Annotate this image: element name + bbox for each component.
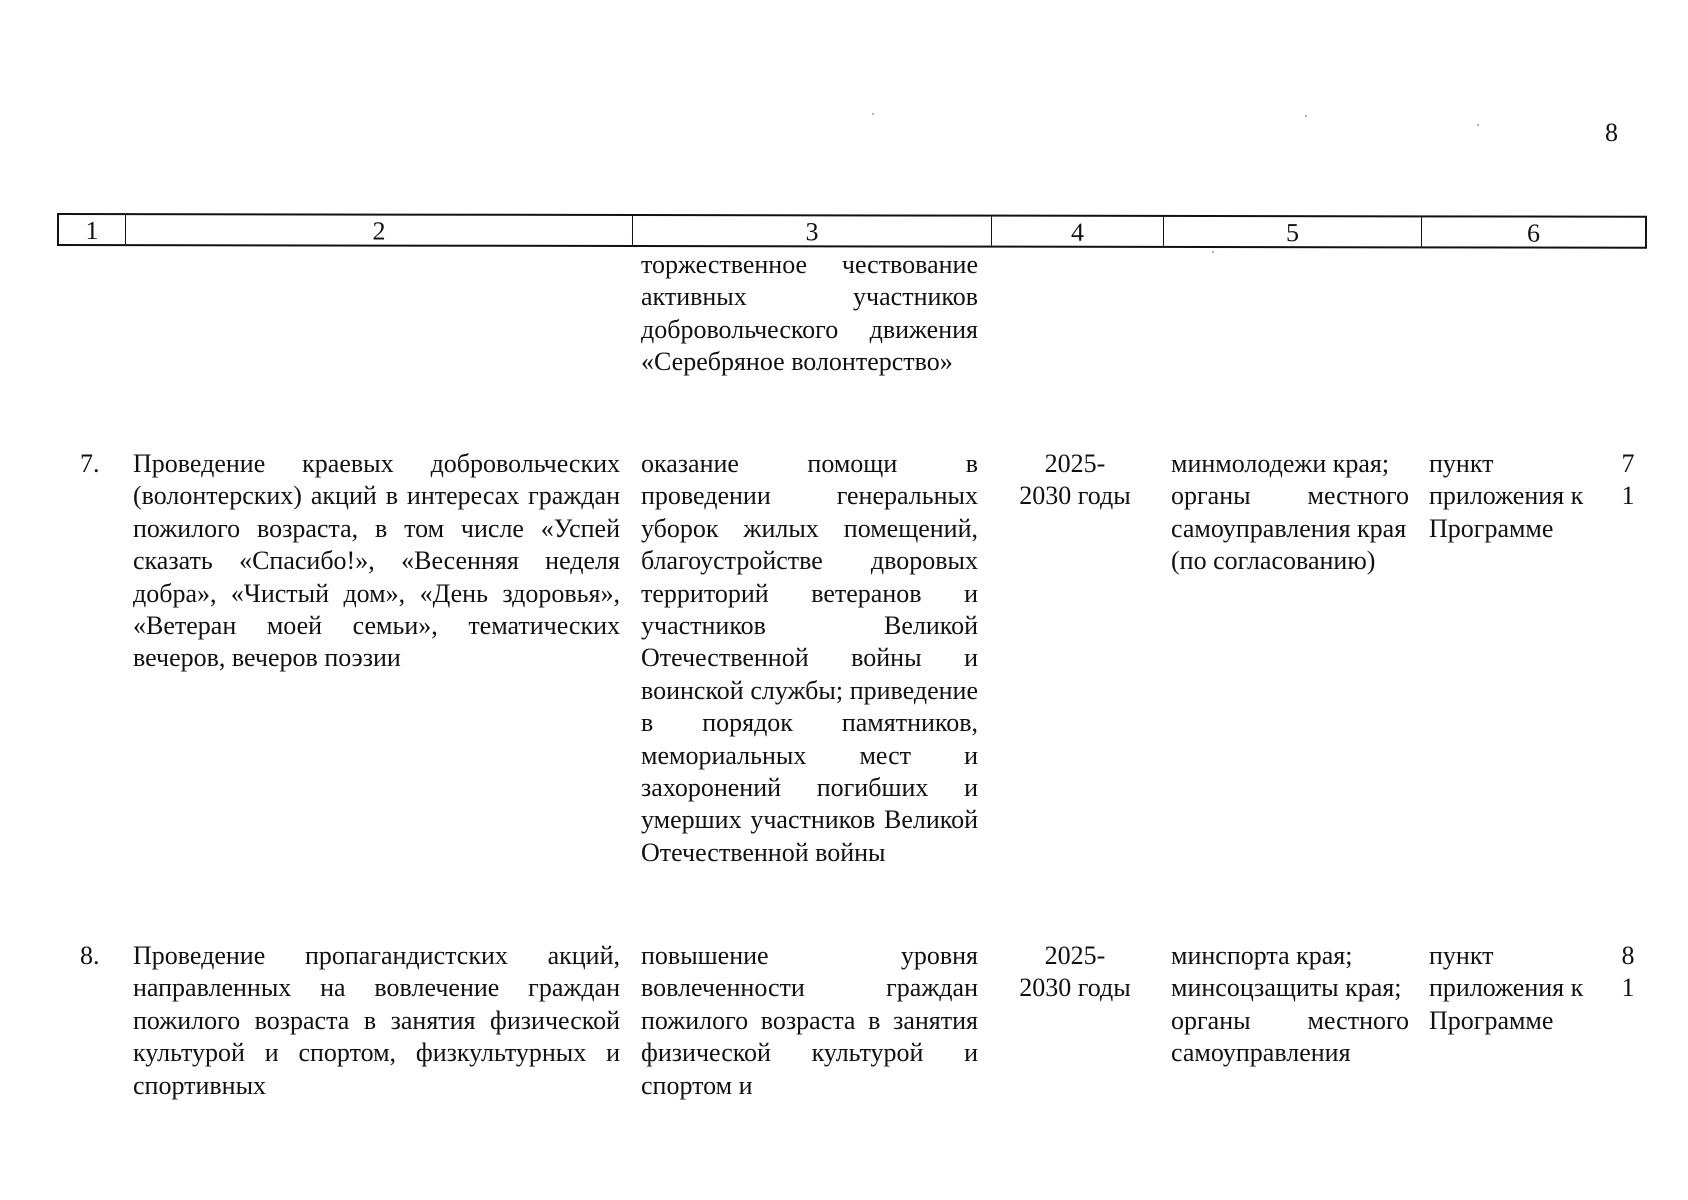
row-extra-text: 8 1: [1621, 941, 1635, 1003]
scan-speck: [872, 113, 874, 115]
row-number: 7.: [80, 449, 100, 478]
header-cell-4: 4: [992, 217, 1164, 246]
row-extra-text: 7 1: [1621, 449, 1635, 511]
header-cell-2: 2: [126, 215, 633, 245]
header-cell-3: 3: [633, 216, 992, 246]
row-executors-text: минмолодежи края; органы местного самоуправления края (по согласованию): [1171, 449, 1409, 576]
row-event-text: Проведение краевых добровольческих (волонтерских) акций в интересах граждан пожилого возраста, в том числе «Успей сказать «Спасибо!», «Весенняя неделя добра», «Чистый дом», «День здоровья», «Ветеран моей семьи», тематических вечеров, вечеров поэзии: [133, 449, 620, 673]
header-cell-1: 1: [59, 215, 126, 244]
row-period-text: 2025- 2030 годы: [1019, 449, 1131, 511]
scan-speck: [1212, 251, 1214, 253]
scan-speck: [1305, 115, 1307, 117]
row-number: 8.: [80, 941, 100, 970]
table-header-row: [57, 213, 1647, 249]
row-link-text: пункт приложения к Программе: [1429, 449, 1584, 543]
header-cell-6: 6: [1526, 218, 1541, 248]
header-cell-5: 5: [1164, 217, 1422, 246]
page-number: 8: [1605, 118, 1618, 147]
row-event-text: Проведение пропагандистских акций, направленных на вовлечение граждан пожилого возраста в занятия физической культурой и спортом, физкультурных и спортивных: [133, 941, 620, 1100]
row-period-text: 2025- 2030 годы: [1019, 941, 1131, 1003]
row-result-text: оказание помощи в проведении генеральных уборок жилых помещений, благоустройстве дворовых территорий ветеранов и участников Великой Отечественной войны и воинской службы; приведение в порядок памятников, мемориальных мест и захоронений погибших и умерших участников Великой Отечественной войны: [641, 449, 978, 867]
row-executors-text: минспорта края; минсоцзащиты края; органы местного самоуправления: [1171, 941, 1409, 1068]
continuation-result-text: торжественное чествование активных участников добровольческого движения «Серебряное волонтерство»: [641, 250, 978, 377]
row-link-text: пункт приложения к Программе: [1429, 941, 1584, 1035]
scan-speck: [1477, 124, 1479, 126]
row-result-text: повышение уровня вовлеченности граждан пожилого возраста в занятия физической культурой и спортом и: [641, 941, 978, 1100]
